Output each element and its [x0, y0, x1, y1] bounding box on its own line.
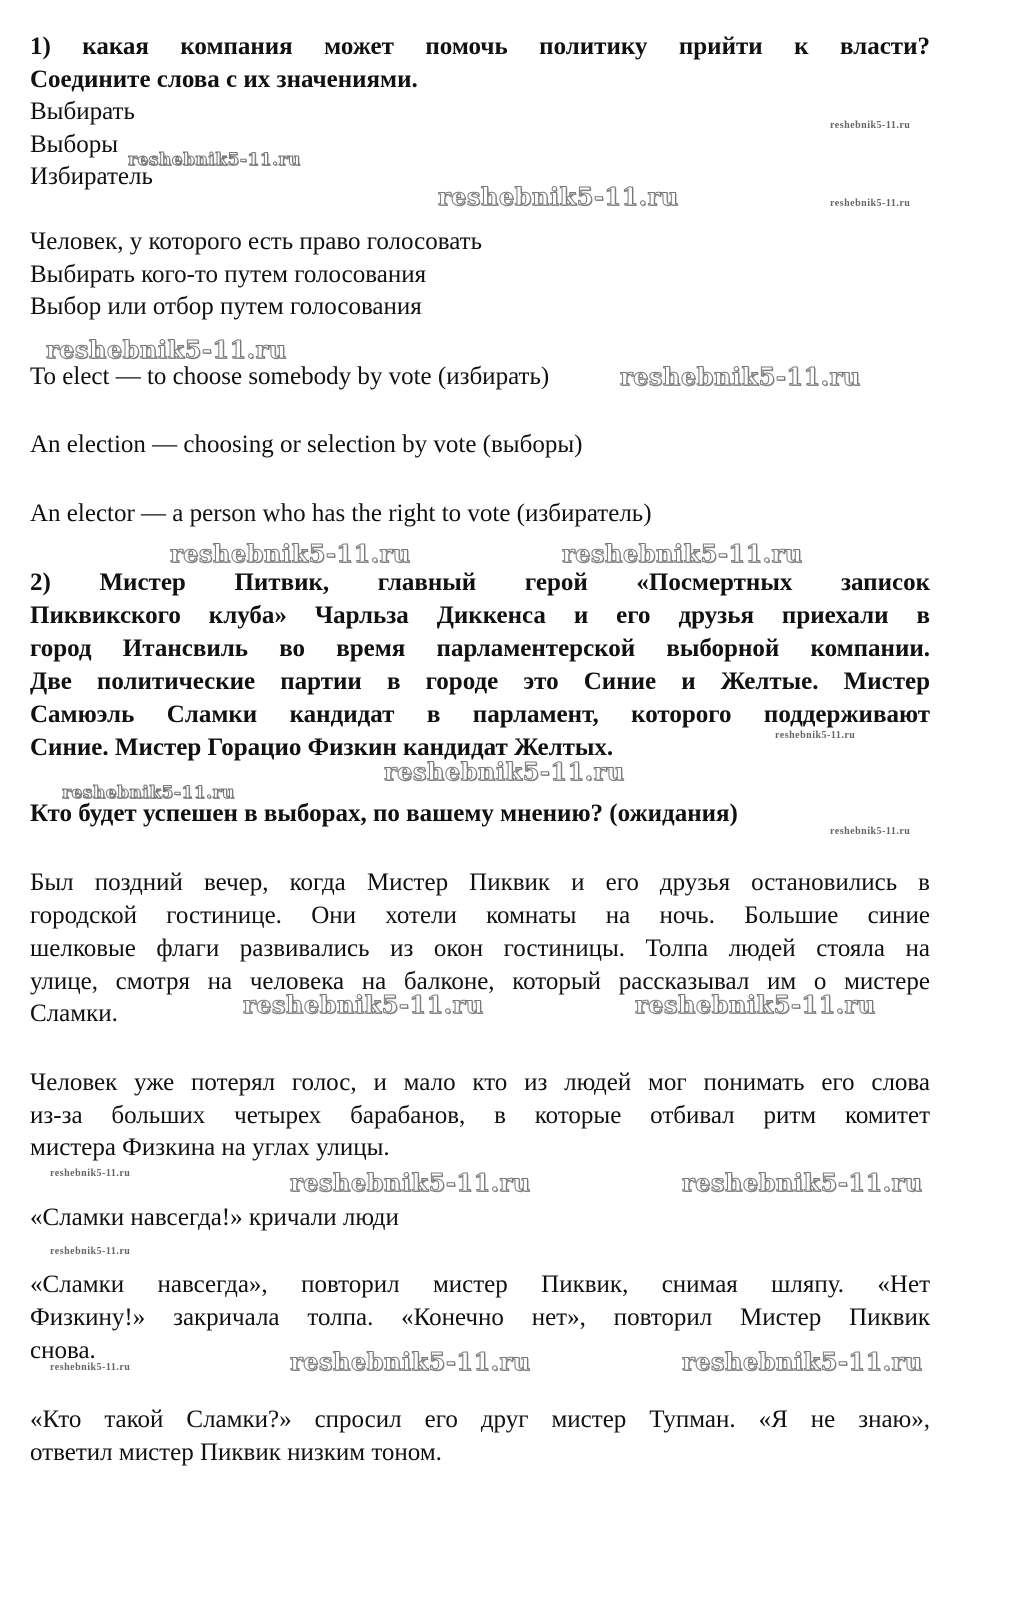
- watermark: reshebnik5-11.ru: [384, 757, 625, 786]
- watermark: reshebnik5-11.ru: [775, 730, 856, 741]
- answer-item: To elect — to choose somebody by vote (избирать): [30, 363, 550, 390]
- watermark: reshebnik5-11.ru: [682, 1347, 923, 1376]
- section2-intro-line: 2) Мистер Питвик, главный герой «Посмертных записок: [30, 569, 930, 596]
- watermark: reshebnik5-11.ru: [50, 1246, 131, 1257]
- watermark: reshebnik5-11.ru: [682, 1168, 923, 1197]
- paragraph3: «Сламки навсегда!» кричали люди: [30, 1204, 399, 1231]
- paragraph1-line: шелковые флаги развивались из окон гостиницы. Толпа людей стояла на: [30, 935, 930, 962]
- watermark: reshebnik5-11.ru: [830, 120, 911, 131]
- paragraph1-line: Сламки.: [30, 1000, 118, 1027]
- section2-intro-line: Две политические партии в городе это Синие и Желтые. Мистер: [30, 668, 930, 695]
- section2-intro-line: Синие. Мистер Горацио Физкин кандидат Желтых.: [30, 734, 614, 761]
- watermark: reshebnik5-11.ru: [438, 182, 679, 211]
- watermark: reshebnik5-11.ru: [830, 826, 911, 837]
- watermark: reshebnik5-11.ru: [830, 198, 911, 209]
- paragraph1-line: городской гостинице. Они хотели комнаты на ночь. Большие синие: [30, 902, 930, 929]
- paragraph2-line: мистера Физкина на углах улицы.: [30, 1134, 390, 1161]
- paragraph5-line: ответил мистер Пиквик низким тоном.: [30, 1439, 442, 1466]
- paragraph4-line: «Сламки навсегда», повторил мистер Пиквик, снимая шляпу. «Нет: [30, 1271, 930, 1298]
- paragraph2-line: Человек уже потерял голос, и мало кто из людей мог понимать его слова: [30, 1069, 930, 1096]
- paragraph1-line: Был поздний вечер, когда Мистер Пиквик и его друзья остановились в: [30, 869, 930, 896]
- answer-item: An elector — a person who has the right to vote (избиратель): [30, 500, 652, 527]
- watermark: reshebnik5-11.ru: [635, 990, 876, 1019]
- section1-title-line2: Соедините слова с их значениями.: [30, 66, 418, 93]
- word-item: Выборы: [30, 131, 118, 158]
- watermark: reshebnik5-11.ru: [243, 990, 484, 1019]
- paragraph5-line: «Кто такой Сламки?» спросил его друг мистер Тупман. «Я не знаю»,: [30, 1406, 930, 1433]
- paragraph4-line: Физкину!» закричала толпа. «Конечно нет», повторил Мистер Пиквик: [30, 1304, 930, 1331]
- watermark: reshebnik5-11.ru: [620, 362, 861, 391]
- meaning-item: Выбирать кого-то путем голосования: [30, 261, 427, 288]
- watermark: reshebnik5-11.ru: [290, 1347, 531, 1376]
- watermark: reshebnik5-11.ru: [128, 150, 301, 170]
- watermark: reshebnik5-11.ru: [170, 539, 411, 568]
- paragraph1-line: улице, смотря на человека на балконе, который рассказывал им о мистере: [30, 968, 930, 995]
- section1-title-line1: 1) какая компания может помочь политику прийти к власти?: [30, 33, 930, 60]
- section2-intro-line: город Итансвиль во время парламентерской выборной компании.: [30, 635, 930, 662]
- meaning-item: Выбор или отбор путем голосования: [30, 293, 422, 320]
- answer-item: An election — choosing or selection by vote (выборы): [30, 431, 583, 458]
- watermark: reshebnik5-11.ru: [46, 335, 287, 364]
- watermark: reshebnik5-11.ru: [562, 539, 803, 568]
- meaning-item: Человек, у которого есть право голосовать: [30, 228, 482, 255]
- watermark: reshebnik5-11.ru: [290, 1168, 531, 1197]
- word-item: Выбирать: [30, 98, 135, 125]
- paragraph4-line: снова.: [30, 1337, 96, 1364]
- paragraph2-line: из-за больших четырех барабанов, в которые отбивал ритм комитет: [30, 1102, 930, 1129]
- watermark: reshebnik5-11.ru: [50, 1168, 131, 1179]
- watermark: reshebnik5-11.ru: [50, 1362, 131, 1373]
- watermark: reshebnik5-11.ru: [62, 783, 235, 803]
- word-item: Избиратель: [30, 163, 153, 190]
- section2-intro-line: Пиквикского клуба» Чарльза Диккенса и его друзья приехали в: [30, 602, 930, 629]
- section2-question: Кто будет успешен в выборах, по вашему мнению? (ожидания): [30, 800, 738, 827]
- section2-intro-line: Самюэль Сламки кандидат в парламент, которого поддерживают: [30, 701, 930, 728]
